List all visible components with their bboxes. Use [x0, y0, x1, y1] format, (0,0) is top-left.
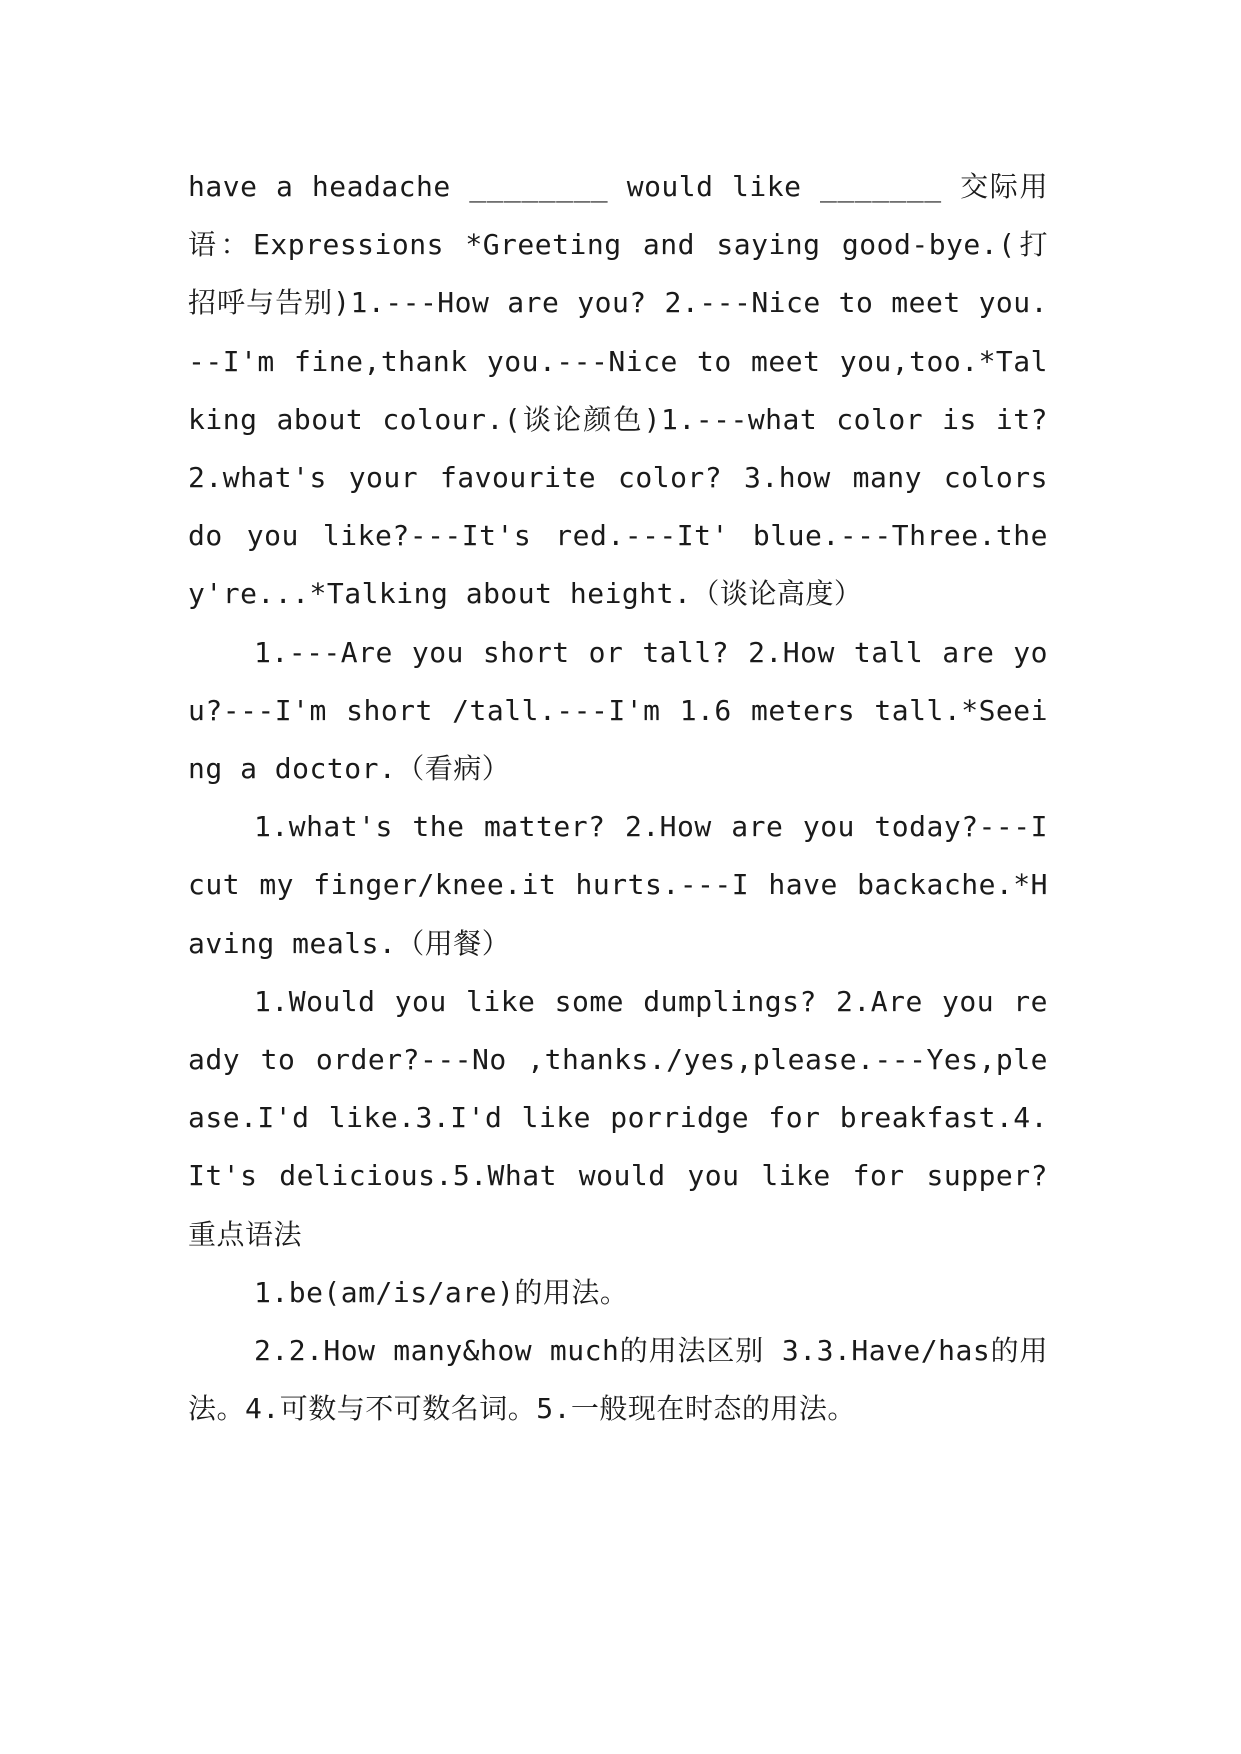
document-body: [188, 158, 1048, 1438]
paragraph-doctor: 1.what's the matter? 2.How are you today?---I cut my finger/knee.it hurts.---I have backache.*Having meals.（用餐）: [188, 810, 1048, 960]
paragraph-height: 1.---Are you short or tall? 2.How tall are you?---I'm short /tall.---I'm 1.6 meters tall.*Seeing a doctor.（看病）: [188, 635, 1048, 786]
paragraph-grammar-list: 2.2.How many&how much的用法区别 3.3.Have/has的用法。4.可数与不可数名词。5.一般现在时态的用法。: [188, 1334, 1048, 1426]
paragraph-expressions: have a headache ________ would like _______ 交际用语：Expressions *Greeting and saying good-bye.(打招呼与告别)1.---How are you? 2.---Nice to meet you.--I'm fine,thank you.---Nice to meet you,too.*Talking about colour.(谈论颜色)1.---what color is it? 2.what's your favourite color? 3.how many colors do you like?---It's red.---It' blue.---Three.they're...*Talking about height.（谈论高度）: [188, 170, 1048, 611]
paragraph-grammar-be: 1.be(am/is/are)的用法。: [254, 1275, 629, 1309]
paragraph-meals: 1.Would you like some dumplings? 2.Are you ready to order?---No ,thanks./yes,please.---Yes,please.I'd like.3.I'd like porridge for breakfast.4.It's delicious.5.What would you like for supper? 重点语法: [188, 984, 1048, 1251]
